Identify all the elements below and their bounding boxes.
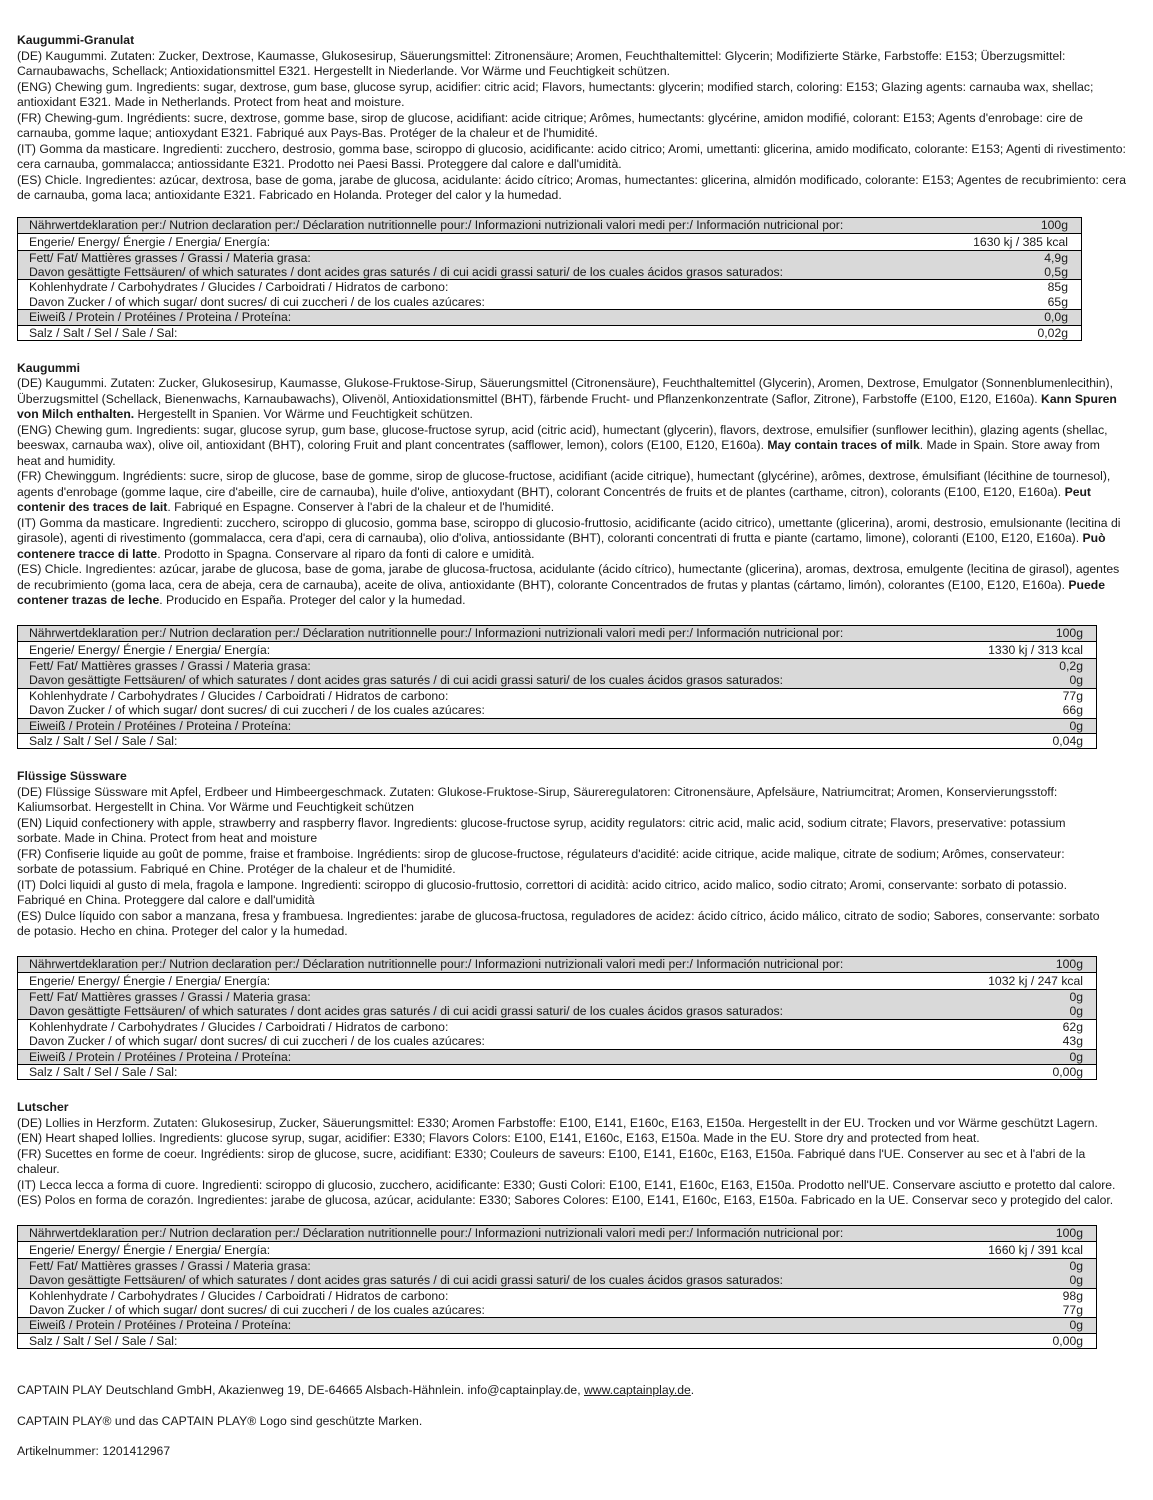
nutrition-row-energy	[18, 234, 1082, 251]
sugar-label: Davon Zucker / of which sugar/ dont sucres/ di cui zuccheri / de los cuales azúcares:	[29, 703, 485, 718]
nutrition-row-carbs	[18, 280, 1082, 295]
nutrition-row-sugar	[18, 1034, 1097, 1049]
nutrition-header-row	[18, 217, 1082, 234]
fat-value: 0,2g	[913, 658, 1097, 673]
fat-label: Fett/ Fat/ Mattières grasses / Grassi / Materia grasa:	[18, 250, 898, 265]
nutrition-header-row	[18, 1225, 1097, 1242]
ingredients-en: (ENG) Chewing gum. Ingredients: sugar, dextrose, gum base, glucose syrup, acidifier: citric acid; Flavors, humectants: glycerin; modified starch, coloring: E153; Glazing agents: carnauba wax, shellac; antioxidant E321. Made in Netherlands. Protect from heat and moisture.	[17, 79, 1094, 109]
sugar-label: Davon Zucker / of which sugar/ dont sucres/ di cui zuccheri / de los cuales azúcares:	[29, 1303, 485, 1318]
ingredients-it: (IT) Gomma da masticare. Ingredienti: zucchero, destrosio, gomma base, sciroppo di glucosio, acidificante: acido citrico; Aromi, umettanti: glicerina, amido modificato, colorante: E153; Agenti di rivestimento: cera carnauba, gommalacca; antiossidante E321. Prodotto nei Paesi Bassi. Proteggere dal calore e dall'umidità.	[17, 141, 1126, 171]
ingredients-es: (ES) Chicle. Ingredientes: azúcar, jarabe de glucosa, base de goma, jarabe de glucosa-fructosa, acidulante (ácido cítrico), humectante (glicerina), aromas, dextrosa, emulgente (lecitina de girasol), agentes de recubrimiento (goma laca, cera de abeja, cera de carnauba), aceite de oliva, antioxidante (BHT), colorante Concentrados de frutas y plantas (cártamo, limón), colorantes (E100, E120, E160a). Puede contener trazas de leche. Producido en España. Proteger del calor y la humedad.	[17, 562, 1120, 608]
nutrition-row-carbs	[18, 1019, 1097, 1034]
nutrition-row-fat	[18, 989, 1097, 1004]
carb-label: Kohlenhydrate / Carbohydrates / Glucides / Carboidrati / Hidratos de carbono:	[18, 1019, 913, 1034]
nutrition-row-salt	[18, 1333, 1097, 1348]
protein-value: 0g	[913, 1049, 1097, 1064]
ingredients-es: (ES) Chicle. Ingredientes: azúcar, dextrosa, base de goma, jarabe de glucosa, acidulante: ácido cítrico; Aromas, humectantes: glicerina, almidón modificado, colorante: E153; Agentes de recubrimiento: cera de carnauba, goma laca; antioxidante E321. Fabricado en Holanda. Proteger del calor y la humedad.	[17, 172, 1126, 202]
nutrition-row-protein	[18, 1049, 1097, 1064]
nutrition-row-saturates	[18, 265, 1082, 280]
salt-value: 0,04g	[913, 733, 1097, 748]
nutrition-row-saturates	[18, 673, 1097, 688]
nutrition-row-sugar	[18, 295, 1082, 310]
footer	[17, 1383, 1127, 1460]
saturates-label: Davon gesättigte Fettsäuren/ of which saturates / dont acides gras saturés / di cui acidi grassi saturi/ de los cuales ácidos grasos saturados:	[18, 1273, 913, 1288]
ingredients-de: (DE) Lollies in Herzform. Zutaten: Glukosesirup, Zucker, Säuerungsmittel: E330; Aromen Farbstoffe: E100, E141, E160c, E163, E150a. Hergestellt in der EU. Trocken und vor Wärme geschützt Lagern.	[17, 1115, 1098, 1130]
energy-value: 1330 kj / 313 kcal	[913, 642, 1097, 659]
document-page	[17, 33, 1127, 1460]
nutrition-table	[17, 956, 1097, 1080]
fat-label: Fett/ Fat/ Mattières grasses / Grassi / Materia grasa:	[18, 1258, 913, 1273]
nutrition-row-fat	[18, 1258, 1097, 1273]
nutrition-header-value: 100g	[913, 1225, 1097, 1242]
nutrition-row-energy	[18, 1242, 1097, 1259]
carb-value: 62g	[913, 1019, 1097, 1034]
energy-label: Engerie/ Energy/ Énergie / Energia/ Energía:	[18, 234, 898, 251]
carb-label: Kohlenhydrate / Carbohydrates / Glucides / Carboidrati / Hidratos de carbono:	[18, 688, 913, 703]
nutrition-row-carbs	[18, 1288, 1097, 1303]
sugar-label: Davon Zucker / of which sugar/ dont sucres/ di cui zuccheri / de los cuales azúcares:	[29, 294, 485, 309]
nutrition-row-salt	[18, 1064, 1097, 1079]
ingredients-en: (EN) Liquid confectionery with apple, strawberry and raspberry flavor. Ingredients: glucose-fructose syrup, acidity regulators: citric acid, malic acid, sodium citrate; Flavors, preservative: potassium sorbate. Made in China. Protect from heat and moisture	[17, 815, 1066, 846]
carb-value: 77g	[913, 688, 1097, 703]
ingredients-fr: (FR) Chewinggum. Ingrédients: sucre, sirop de glucose, base de gomme, sirop de glucose-fructose, acidifiant (acide citrique), humectant (glycérine), arômes, dextrose, émulsifiant (lécithine de tournesol), agents d'enrobage (gomme laque, cire d'abeille, cire de carnauba), huile d'olive, antioxydant (BHT), colorant Concentrés de fruits et de plantes (carthame, citron), colorants (E100, E120, E160a). Peut contenir des traces de lait. Fabriqué en Espagne. Conserver à l'abri de la chaleur et de l'humidité.	[17, 469, 1111, 515]
ingredients-es: (ES) Dulce líquido con sabor a manzana, fresa y frambuesa. Ingredientes: jarabe de glucosa-fructosa, reguladores de acidez: ácido cítrico, ácido málico, citrato de sodio; Sabores, conservante: sorbato de potasio. Hecho en china. Proteger del calor y la humedad.	[17, 908, 1100, 939]
sugar-value: 43g	[1062, 1034, 1083, 1049]
ingredients-de: (DE) Flüssige Süssware mit Apfel, Erdbeer und Himbeergeschmack. Zutaten: Glukose-Fruktose-Sirup, Säureregulatoren: Citronensäure, Apfelsäure, Natriumcitrat; Aromen, Konservierungsstoff: Kaliumsorbat. Hergestellt in China. Vor Wärme und Feuchtigkeit schützen	[17, 784, 1058, 815]
nutrition-header-row	[18, 625, 1097, 642]
nutrition-row-salt	[18, 325, 1082, 340]
carb-label: Kohlenhydrate / Carbohydrates / Glucides / Carboidrati / Hidratos de carbono:	[18, 280, 898, 295]
saturates-label: Davon gesättigte Fettsäuren/ of which saturates / dont acides gras saturés / di cui acidi grassi saturi/ de los cuales ácidos grasos saturados:	[18, 265, 898, 280]
nutrition-row-sugar	[18, 703, 1097, 718]
salt-label: Salz / Salt / Sel / Sale / Sal:	[18, 1064, 913, 1079]
salt-label: Salz / Salt / Sel / Sale / Sal:	[18, 733, 913, 748]
ingredients-it: (IT) Dolci liquidi al gusto di mela, fragola e lampone. Ingredienti: sciroppo di glucosio-fruttosio, correttori di acidità: acido citrico, acido malico, sodio citrato; Aromi, conservante: sorbato di potassio. Fabriqué en China. Proteggere dal calore e dall'umidità	[17, 877, 1067, 908]
section-kaugummi	[17, 361, 1122, 749]
section-title: Kaugummi-Granulat	[17, 33, 135, 47]
salt-value: 0,02g	[898, 325, 1082, 340]
trademark-notice: CAPTAIN PLAY® und das CAPTAIN PLAY® Logo sind geschützte Marken.	[17, 1413, 423, 1428]
saturates-value: 0g	[913, 1004, 1097, 1019]
salt-value: 0,00g	[913, 1064, 1097, 1079]
saturates-value: 0g	[913, 1273, 1097, 1288]
nutrition-row-energy	[18, 642, 1097, 659]
nutrition-header-value: 100g	[913, 956, 1097, 973]
energy-label: Engerie/ Energy/ Énergie / Energia/ Energía:	[18, 642, 913, 659]
ingredients-es: (ES) Polos en forma de corazón. Ingredientes: jarabe de glucosa, azúcar, acidulante: E330; Sabores Colores: E100, E141, E160c, E163, E150a. Fabricado en la UE. Conservar seco y protegido del calor.	[17, 1193, 1114, 1208]
protein-value: 0,0g	[898, 310, 1082, 325]
fat-value: 4,9g	[898, 250, 1082, 265]
ingredients-de: (DE) Kaugummi. Zutaten: Zucker, Dextrose, Kaumasse, Glukosesirup, Säuerungsmittel: Zitronensäure; Aromen, Feuchthaltemittel: Glycerin; Modifizierte Stärke, Farbstoffe: E153; Überzugsmittel: Carnaubawachs, Schellack; Antioxidationsmittel E321. Hergestellt in Niederlande. Vor Wärme und Feuchtigkeit schützen.	[17, 48, 1066, 78]
protein-value: 0g	[913, 718, 1097, 733]
nutrition-row-fat	[18, 250, 1082, 265]
nutrition-header-row	[18, 956, 1097, 973]
fat-value: 0g	[913, 989, 1097, 1004]
nutrition-row-sugar	[18, 1303, 1097, 1318]
protein-label: Eiweiß / Protein / Protéines / Proteina / Proteína:	[18, 1049, 913, 1064]
protein-label: Eiweiß / Protein / Protéines / Proteina / Proteína:	[18, 310, 898, 325]
carb-value: 98g	[913, 1288, 1097, 1303]
ingredients-it: (IT) Gomma da masticare. Ingredienti: zucchero, sciroppo di glucosio, gomma base, sciroppo di glucosio-fruttosio, acidificante (acido citrico), umettante (glicerina), aromi, destrosio, emulsionante (lecitina di girasole), agenti di rivestimento (gommalacca, cera d'api, cera di carnauba), olio d'oliva, antiossidante (BHT), coloranti concentrati di frutta e piante (cartamo, limone), coloranti (E100, E120, E160a). Può contenere tracce di latte. Prodotto in Spagna. Conservare al riparo da fonti di calore e umidità.	[17, 515, 1121, 561]
company-address: CAPTAIN PLAY Deutschland GmbH, Akazienweg 19, DE-64665 Alsbach-Hähnlein. info@captainplay.de, www.captainplay.de.	[17, 1383, 695, 1398]
salt-value: 0,00g	[913, 1333, 1097, 1348]
energy-label: Engerie/ Energy/ Énergie / Energia/ Energía:	[18, 973, 913, 990]
nutrition-row-salt	[18, 733, 1097, 748]
nutrition-row-protein	[18, 718, 1097, 733]
fat-label: Fett/ Fat/ Mattières grasses / Grassi / Materia grasa:	[18, 989, 913, 1004]
saturates-value: 0,5g	[898, 265, 1082, 280]
section-title: Lutscher	[17, 1100, 69, 1115]
ingredients-en: (ENG) Chewing gum. Ingredients: sugar, glucose syrup, gum base, glucose-fructose syrup, acid (citric acid), humectant (glycerin), flavors, dextrose, emulsifier (sunflower lecithin), glazing agents (shellac, beeswax, carnauba wax), olive oil, antioxidant (BHT), coloring Fruit and plant concentrates (safflower, lemon), colors (E100, E120, E160a). May contain traces of milk. Made in Spain. Store away from heat and humidity.	[17, 422, 1108, 468]
section-title: Flüssige Süssware	[17, 769, 127, 784]
section-lutscher	[17, 1100, 1122, 1349]
nutrition-row-saturates	[18, 1004, 1097, 1019]
protein-label: Eiweiß / Protein / Protéines / Proteina / Proteína:	[18, 718, 913, 733]
section-title: Kaugummi	[17, 360, 80, 375]
salt-label: Salz / Salt / Sel / Sale / Sal:	[18, 325, 898, 340]
protein-label: Eiweiß / Protein / Protéines / Proteina / Proteína:	[18, 1318, 913, 1333]
nutrition-header-label: Nährwertdeklaration per:/ Nutrion declaration per:/ Déclaration nutritionnelle pour:/ Informazioni nutrizionali valori medi per:/ Información nutricional por:	[18, 956, 913, 973]
nutrition-header-label: Nährwertdeklaration per:/ Nutrion declaration per:/ Déclaration nutritionnelle pour:/ Informazioni nutrizionali valori medi per:/ Información nutricional por:	[18, 1225, 913, 1242]
nutrition-header-label: Nährwertdeklaration per:/ Nutrion declaration per:/ Déclaration nutritionnelle pour:/ Informazioni nutrizionali valori medi per:/ Información nutricional por:	[18, 625, 913, 642]
protein-value: 0g	[913, 1318, 1097, 1333]
ingredients-fr: (FR) Sucettes en forme de coeur. Ingrédients: sirop de glucose, sucre, acidifiant: E330; Couleurs de saveurs: E100, E141, E160c, E163, E150a. Fabriqué dans l'UE. Conserver au sec et à l'abri de la chaleur.	[17, 1146, 1086, 1177]
sugar-value: 66g	[1062, 703, 1083, 718]
fat-value: 0g	[913, 1258, 1097, 1273]
ingredients-it: (IT) Lecca lecca a forma di cuore. Ingredienti: sciroppo di glucosio, zucchero, acidificante: E330; Gusti Colori: E100, E141, E160c, E163, E150a. Prodotto nell'UE. Conservare asciutto e protetto dal calore.	[17, 1177, 1116, 1192]
ingredients-fr: (FR) Confiserie liquide au goût de pomme, fraise et framboise. Ingrédients: sirop de glucose-fructose, régulateurs d'acidité: acide citrique, acide malique, citrate de sodium; Arômes, conservateur: sorbate de potassium. Fabriqué en Chine. Protéger de la chaleur et de l'humidité.	[17, 846, 1065, 877]
energy-value: 1630 kj / 385 kcal	[898, 234, 1082, 251]
nutrition-table	[17, 217, 1082, 341]
section-fluessige-suessware	[17, 769, 1102, 1080]
salt-label: Salz / Salt / Sel / Sale / Sal:	[18, 1333, 913, 1348]
nutrition-row-protein	[18, 310, 1082, 325]
nutrition-table	[17, 625, 1097, 749]
sugar-label: Davon Zucker / of which sugar/ dont sucres/ di cui zuccheri / de los cuales azúcares:	[29, 1034, 485, 1049]
nutrition-header-label: Nährwertdeklaration per:/ Nutrion declaration per:/ Déclaration nutritionnelle pour:/ Informazioni nutrizionali valori medi per:/ Información nutricional por:	[18, 217, 898, 234]
sugar-value: 77g	[1062, 1303, 1083, 1318]
saturates-label: Davon gesättigte Fettsäuren/ of which saturates / dont acides gras saturés / di cui acidi grassi saturi/ de los cuales ácidos grasos saturados:	[18, 673, 913, 688]
fat-label: Fett/ Fat/ Mattières grasses / Grassi / Materia grasa:	[18, 658, 913, 673]
saturates-label: Davon gesättigte Fettsäuren/ of which saturates / dont acides gras saturés / di cui acidi grassi saturi/ de los cuales ácidos grasos saturados:	[18, 1004, 913, 1019]
section-kaugummi-granulat	[17, 33, 1127, 341]
ingredients-fr: (FR) Chewing-gum. Ingrédients: sucre, dextrose, gomme base, sirop de glucose, acidifiant: acide citrique; Arômes, humectants: glycérine, amidon modifié, colorant: E153; Agents d'enrobage: cire de carnauba, gomme laque; antioxydant E321. Fabriqué aux Pays-Bas. Protéger de la chaleur et de l'humidité.	[17, 110, 1083, 140]
article-number: Artikelnummer: 1201412967	[17, 1444, 171, 1459]
energy-value: 1660 kj / 391 kcal	[913, 1242, 1097, 1259]
carb-label: Kohlenhydrate / Carbohydrates / Glucides / Carboidrati / Hidratos de carbono:	[18, 1288, 913, 1303]
ingredients-en: (EN) Heart shaped lollies. Ingredients: glucose syrup, sugar, acidifier: E330; Flavors Colors: E100, E141, E160c, E163, E150a. Made in the EU. Store dry and protected from heat.	[17, 1131, 980, 1146]
nutrition-header-value: 100g	[898, 217, 1082, 234]
nutrition-row-carbs	[18, 688, 1097, 703]
energy-value: 1032 kj / 247 kcal	[913, 973, 1097, 990]
website-link[interactable]: www.captainplay.de	[583, 1383, 691, 1398]
energy-label: Engerie/ Energy/ Énergie / Energia/ Energía:	[18, 1242, 913, 1259]
nutrition-header-value: 100g	[913, 625, 1097, 642]
sugar-value: 65g	[1047, 294, 1068, 309]
nutrition-row-saturates	[18, 1273, 1097, 1288]
nutrition-table	[17, 1225, 1097, 1349]
saturates-value: 0g	[913, 673, 1097, 688]
nutrition-row-energy	[18, 973, 1097, 990]
ingredients-de: (DE) Kaugummi. Zutaten: Zucker, Glukosesirup, Kaumasse, Glukose-Fruktose-Sirup, Säuerungsmittel (Citronensäure), Feuchthaltemittel (Glycerin), Aromen, Dextrose, Emulgator (Sonnenblumenlecithin), Überzugsmittel (Schellack, Bienenwachs, Karnaubawachs), Olivenöl, Antioxidationsmittel (BHT), färbende Frucht- und Pflanzenkonzentrate (Saflor, Zitrone), Farbstoffe (E100, E120, E160a). Kann Spuren von Milch enthalten. Hergestellt in Spanien. Vor Wärme und Feuchtigkeit schützen.	[17, 376, 1117, 422]
nutrition-row-fat	[18, 658, 1097, 673]
carb-value: 85g	[898, 280, 1082, 295]
nutrition-row-protein	[18, 1318, 1097, 1333]
